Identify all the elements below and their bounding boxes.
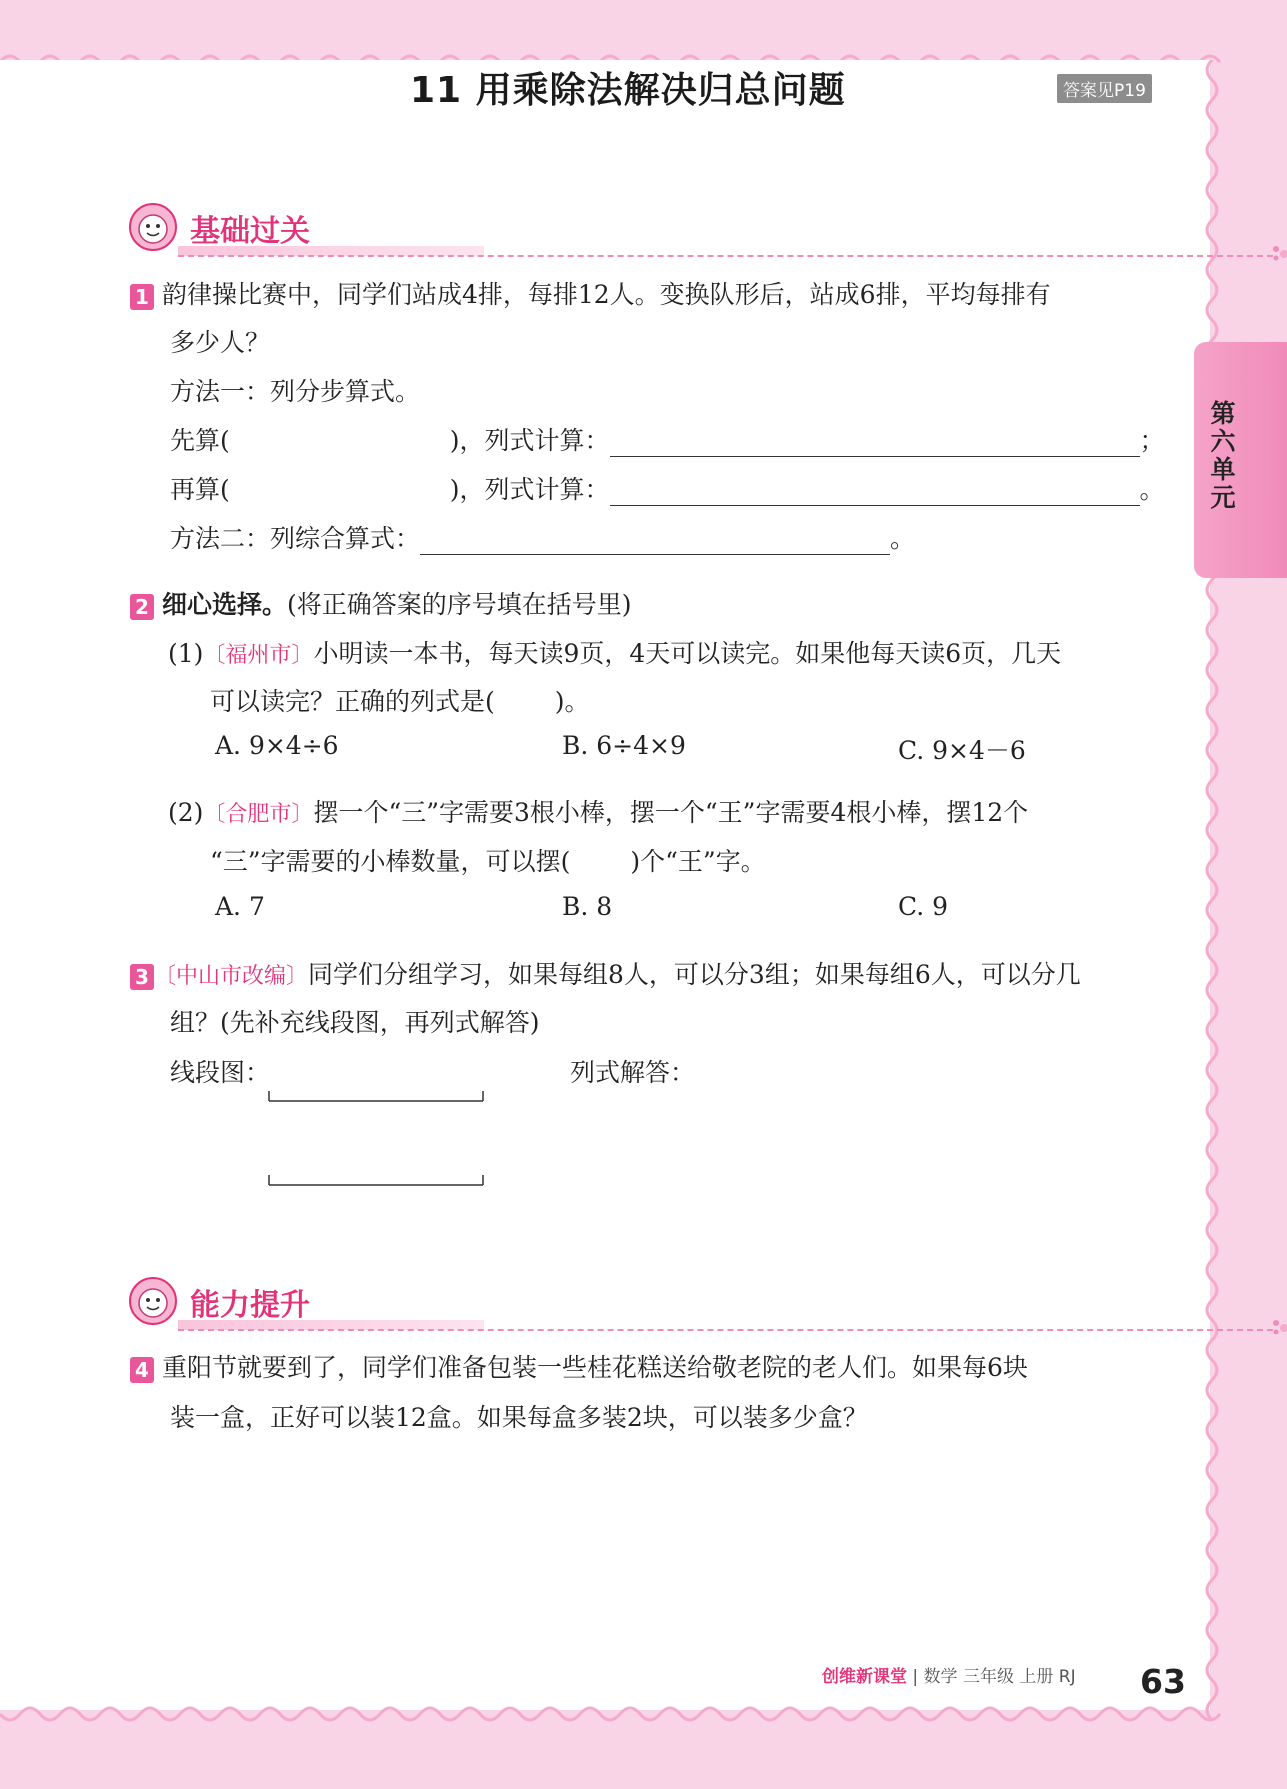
- q2-part2-text2: “三”字需要的小棒数量，可以摆(: [210, 847, 571, 876]
- section-title: 能力提升: [190, 1288, 310, 1323]
- section-advanced-header: [128, 1276, 1168, 1328]
- q2-title: 细心选择。: [161, 590, 287, 619]
- q2-part2-number: (2): [168, 798, 204, 827]
- q1-step1-open: 先算(: [170, 426, 230, 455]
- decorative-dots-icon: [1270, 1318, 1287, 1336]
- q1-step1-answer-line[interactable]: [610, 426, 1140, 457]
- q1-step1-end: ；: [1139, 426, 1165, 455]
- title-row: [0, 62, 1210, 122]
- monkey-mascot-icon: [128, 1276, 178, 1326]
- q1-step1-row: [170, 421, 1165, 457]
- q1-method2-label: 方法二：列综合算式：: [170, 524, 421, 553]
- question-number-badge: 2: [130, 594, 154, 620]
- section-dashed-rule: [178, 1329, 1273, 1331]
- q2-part1-line1: [168, 634, 1061, 670]
- answer-reference-badge: 答案见P19: [1057, 74, 1152, 103]
- q1-step2-row: [170, 470, 1165, 506]
- q2-hint: (将正确答案的序号填在括号里): [286, 590, 632, 619]
- page-title: 11 用乘除法解决归总问题: [410, 70, 846, 111]
- q3-text-line1: 同学们分组学习，如果每组8人，可以分3组；如果每组6人，可以分几: [308, 960, 1081, 989]
- q2-part2-option-c[interactable]: C. 9: [898, 892, 949, 921]
- q1-step2-answer-line[interactable]: [610, 475, 1140, 506]
- question-number-badge: 1: [130, 284, 154, 310]
- q2-part1-line2: [210, 682, 590, 718]
- q1-step2-calc-label: )，列式计算：: [449, 475, 610, 504]
- q4-text-line1: 重阳节就要到了，同学们准备包装一些桂花糕送给敬老院的老人们。如果每6块: [161, 1353, 1028, 1382]
- source-tag: 〔中山市改编〕: [154, 964, 309, 989]
- question-number-badge: 4: [130, 1357, 154, 1383]
- question-number-badge: 3: [130, 964, 154, 990]
- q2-part2-line1: [168, 793, 1028, 829]
- q1-line1: [130, 275, 1051, 311]
- q2-part1-option-a[interactable]: A. 9×4÷6: [215, 731, 339, 760]
- q1-step2-open: 再算(: [170, 475, 230, 504]
- footer-book-info: 数学 三年级 上册 RJ: [923, 1667, 1076, 1687]
- unit-tab-label: 第六单元: [1210, 399, 1236, 512]
- q2-part1-option-b[interactable]: B. 6÷4×9: [562, 731, 686, 760]
- q2-part1-close: )。: [554, 687, 590, 716]
- footer-separator: |: [912, 1667, 919, 1687]
- q4-line1: [130, 1348, 1028, 1384]
- monkey-mascot-icon: [128, 202, 178, 252]
- page-footer: [822, 1662, 1076, 1687]
- source-tag: 〔合肥市〕: [203, 802, 314, 827]
- bottom-wave-border: [0, 1700, 1287, 1734]
- line-segment-2[interactable]: [266, 1172, 486, 1188]
- q1-step1-calc-label: )，列式计算：: [449, 426, 610, 455]
- source-tag: 〔福州市〕: [203, 643, 314, 668]
- decorative-dots-icon: [1270, 244, 1287, 262]
- footer-brand: 创维新课堂: [822, 1667, 907, 1687]
- q2-part1-number: (1): [168, 639, 204, 668]
- q2-part1-option-c[interactable]: C. 9×4－6: [898, 736, 1026, 765]
- q2-part2-close: )个“王”字。: [630, 847, 766, 876]
- line-segment-1[interactable]: [266, 1088, 486, 1104]
- section-title: 基础过关: [190, 214, 310, 249]
- q4-answer-area[interactable]: [170, 1450, 1170, 1640]
- q2-part2-option-a[interactable]: A. 7: [215, 892, 265, 921]
- q2-heading: [130, 585, 631, 621]
- q3-line1: [130, 955, 1081, 991]
- q4-text-line2: 装一盒，正好可以装12盒。如果每盒多装2块，可以装多少盒？: [170, 1403, 868, 1432]
- right-wave-border: [1200, 60, 1240, 1720]
- q2-part2-line2: [210, 842, 766, 878]
- q3-diagram-label: 线段图：: [170, 1058, 271, 1087]
- q2-part1-text2: 可以读完？正确的列式是(: [210, 687, 495, 716]
- q1-text-line1: 韵律操比赛中，同学们站成4排，每排12人。变换队形后，站成6排，平均每排有: [161, 280, 1051, 309]
- section-dashed-rule: [178, 255, 1273, 257]
- section-basic-header: [128, 202, 1168, 254]
- q1-method2-end: 。: [890, 524, 916, 553]
- page-number: 63: [1140, 1662, 1186, 1701]
- q1-method2-answer-line[interactable]: [420, 524, 890, 555]
- q2-part2-text: 摆一个“三”字需要3根小棒，摆一个“王”字需要4根小棒，摆12个: [313, 798, 1029, 827]
- q2-part1-text: 小明读一本书，每天读9页，4天可以读完。如果他每天读6页，几天: [313, 639, 1062, 668]
- q1-method1: 方法一：列分步算式。: [170, 377, 421, 406]
- q3-text-line2: 组？(先补充线段图，再列式解答): [170, 1008, 540, 1037]
- q1-text-line2: 多少人？: [170, 328, 271, 357]
- q3-answer-label: 列式解答：: [570, 1058, 696, 1087]
- q2-part2-option-b[interactable]: B. 8: [562, 892, 613, 921]
- q1-step2-end: 。: [1139, 475, 1165, 504]
- q1-method2-row: [170, 519, 915, 555]
